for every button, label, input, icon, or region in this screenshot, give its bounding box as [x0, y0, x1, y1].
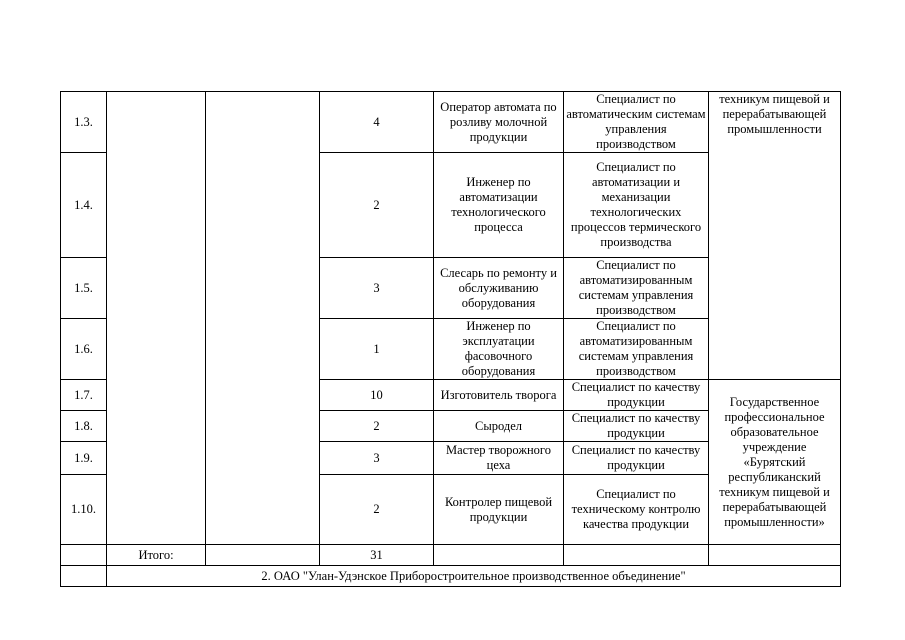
table-row: [61, 92, 841, 153]
section-heading-row: [61, 566, 841, 587]
total-label: Итого:: [107, 545, 206, 566]
profession-cell: Сыродел: [434, 411, 564, 442]
row-number: 1.8.: [61, 411, 107, 442]
empty-cell: [61, 566, 107, 587]
empty-cell: [434, 545, 564, 566]
worker-count: 3: [320, 258, 434, 319]
profession-cell: Слесарь по ремонту и обслуживанию оборудования: [434, 258, 564, 319]
worker-count: 3: [320, 442, 434, 475]
specialty-cell: Специалист по качеству продукции: [564, 380, 709, 411]
specialty-cell: Специалист по качеству продукции: [564, 442, 709, 475]
total-value: 31: [320, 545, 434, 566]
staffing-table: [60, 91, 841, 587]
profession-cell: Изготовитель творога: [434, 380, 564, 411]
empty-cell: [709, 545, 841, 566]
row-number: 1.10.: [61, 475, 107, 545]
empty-cell: [206, 545, 320, 566]
profession-cell: Инженер по эксплуатации фасовочного оборудования: [434, 319, 564, 380]
worker-count: 10: [320, 380, 434, 411]
row-number: 1.4.: [61, 153, 107, 258]
merged-empty-cell: [107, 92, 206, 545]
profession-cell: Мастер творожного цеха: [434, 442, 564, 475]
specialty-cell: Специалист по автоматизированным системам управления производством: [564, 319, 709, 380]
worker-count: 2: [320, 411, 434, 442]
worker-count: 4: [320, 92, 434, 153]
specialty-cell: Специалист по автоматизации и механизации технологических процессов термического производства: [564, 153, 709, 258]
worker-count: 2: [320, 153, 434, 258]
specialty-cell: Специалист по автоматическим системам управления производством: [564, 92, 709, 153]
empty-cell: [61, 545, 107, 566]
worker-count: 1: [320, 319, 434, 380]
total-row: [61, 545, 841, 566]
row-number: 1.6.: [61, 319, 107, 380]
row-number: 1.9.: [61, 442, 107, 475]
section-heading: 2. ОАО "Улан-Удэнское Приборостроительное производственное объединение": [107, 566, 841, 587]
merged-empty-cell: [206, 92, 320, 545]
row-number: 1.5.: [61, 258, 107, 319]
specialty-cell: Специалист по качеству продукции: [564, 411, 709, 442]
institution-cell: техникум пищевой и перерабатывающей промышленности: [709, 92, 841, 380]
row-number: 1.7.: [61, 380, 107, 411]
specialty-cell: Специалист по техническому контролю качества продукции: [564, 475, 709, 545]
empty-cell: [564, 545, 709, 566]
row-number: 1.3.: [61, 92, 107, 153]
profession-cell: Оператор автомата по розливу молочной продукции: [434, 92, 564, 153]
specialty-cell: Специалист по автоматизированным системам управления производством: [564, 258, 709, 319]
institution-cell: Государственное профессиональное образовательное учреждение «Бурятский республиканский техникум пищевой и перерабатывающей промышленности»: [709, 380, 841, 545]
worker-count: 2: [320, 475, 434, 545]
profession-cell: Контролер пищевой продукции: [434, 475, 564, 545]
profession-cell: Инженер по автоматизации технологического процесса: [434, 153, 564, 258]
